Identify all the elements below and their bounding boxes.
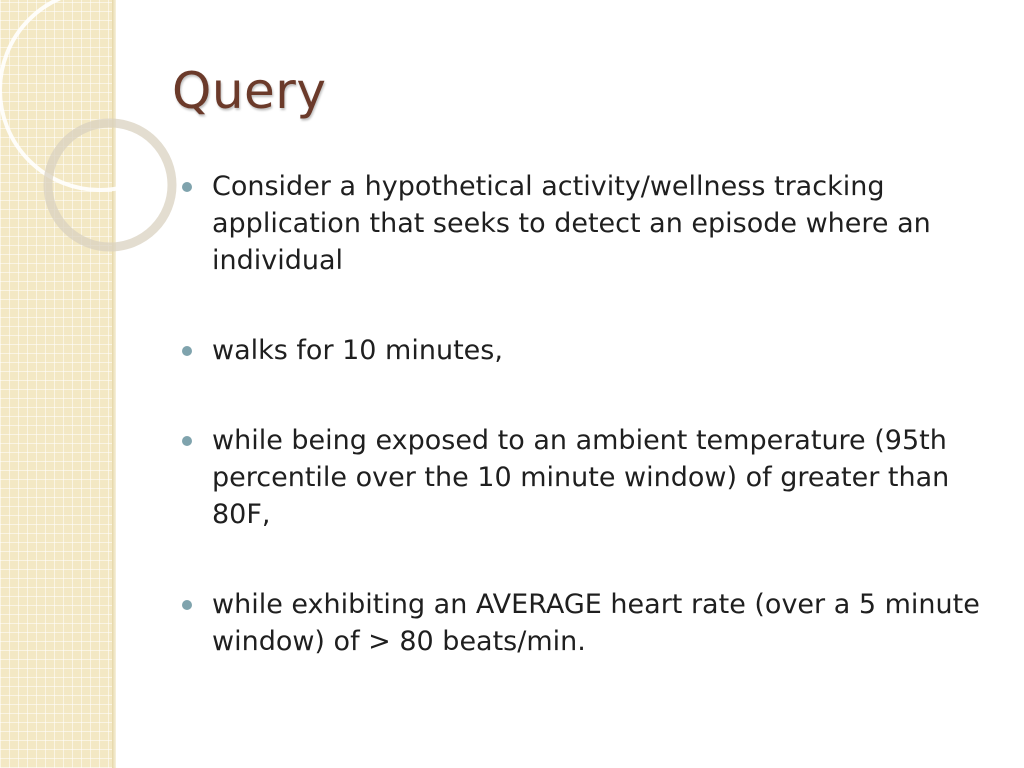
bullet-dot-icon: [182, 436, 192, 446]
bullet-item: [182, 586, 982, 660]
bullet-dot-icon: [182, 346, 192, 356]
bullet-item: [182, 422, 982, 533]
bullet-text: walks for 10 minutes,: [212, 335, 503, 366]
bullet-dot-icon: [182, 182, 192, 192]
bullet-item: [182, 332, 982, 369]
bullet-text: while being exposed to an ambient temperature (95th percentile over the 10 minute window) of greater than 80F,: [212, 425, 950, 530]
bullet-item: [182, 168, 982, 279]
bullet-text: while exhibiting an AVERAGE heart rate (over a 5 minute window) of > 80 beats/min.: [212, 589, 980, 657]
bullet-dot-icon: [182, 600, 192, 610]
bullet-text: Consider a hypothetical activity/wellness tracking application that seeks to detect an episode where an individual: [212, 171, 931, 276]
slide-title: Query: [172, 62, 327, 120]
bullet-list: [182, 168, 982, 713]
